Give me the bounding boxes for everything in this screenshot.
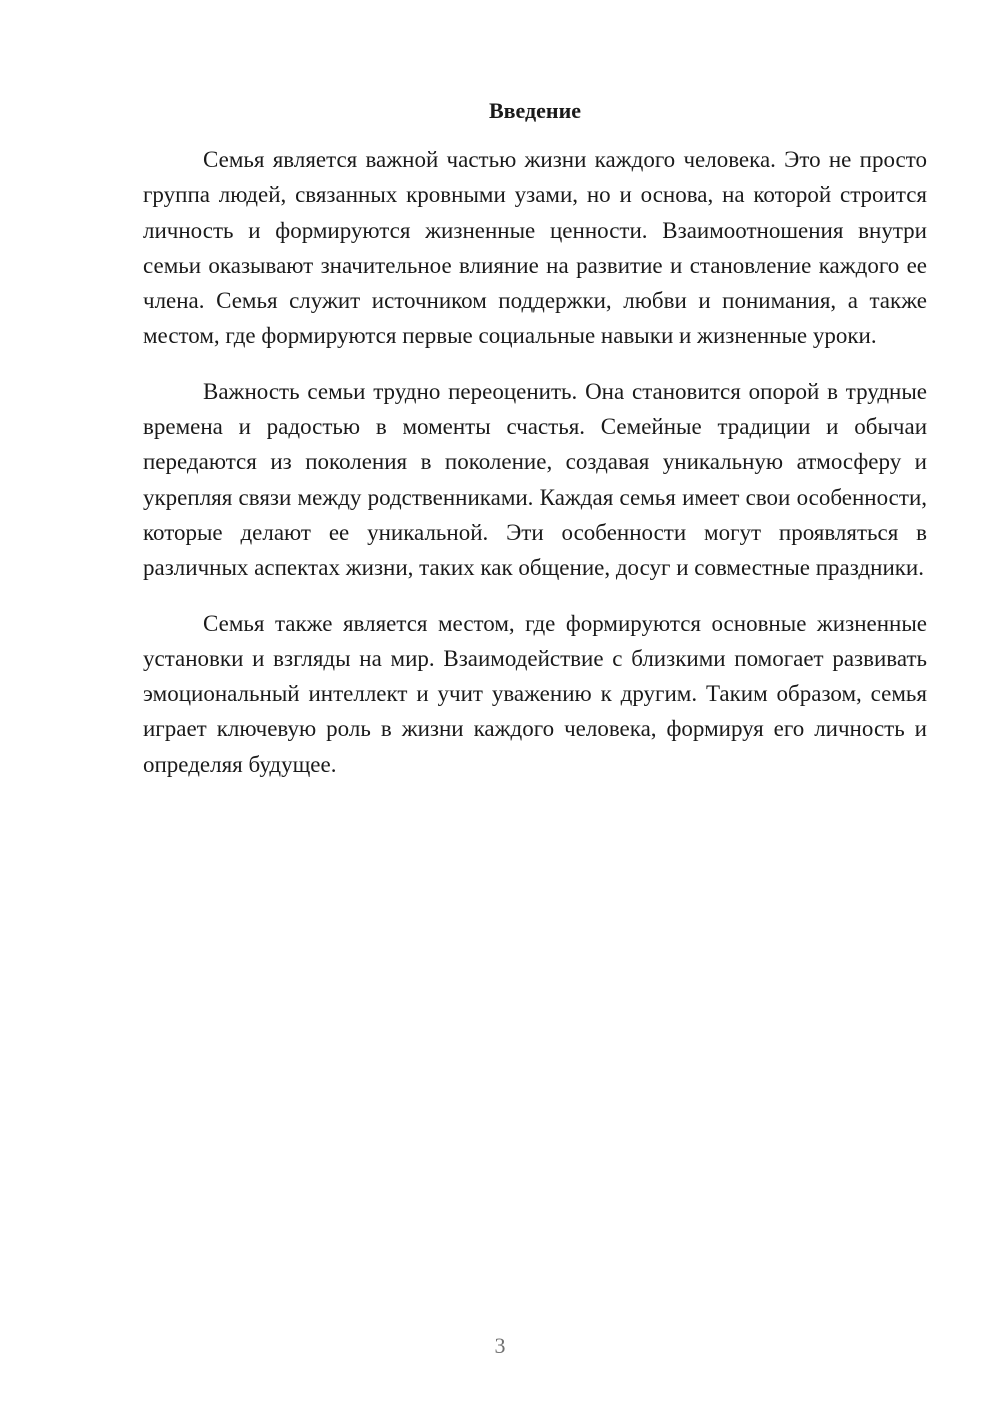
paragraph-2: Важность семьи трудно переоценить. Она становится опорой в трудные времена и радостью в моменты счастья. Семейные традиции и обычаи передаются из поколения в поколение, создавая уникальную атмосферу и укрепляя связи между родственниками. Каждая семья имеет свои особенности, которые делают ее уникальной. Эти особенности могут проявляться в различных аспектах жизни, таких как общение, досуг и совместные праздники. [143, 378, 927, 581]
paragraph-1: Семья является важной частью жизни каждого человека. Это не просто группа людей, связанных кровными узами, но и основа, на которой строится личность и формируются жизненные ценности. Взаимоотношения внутри семьи оказывают значительное влияние на развитие и становление каждого ее члена. Семья служит источником поддержки, любви и понимания, а также местом, где формируются первые социальные навыки и жизненные уроки. [143, 147, 927, 349]
page-number: 3 [494, 1333, 506, 1358]
section-heading: Введение [488, 98, 582, 123]
paragraph-3: Семья также является местом, где формируются основные жизненные установки и взгляды на мир. Взаимодействие с близкими помогает развивать эмоциональный интеллект и учит уважению к другим. Таким образом, семья играет ключевую роль в жизни каждого человека, формируя его личность и определяя будущее. [143, 610, 927, 777]
body-text [143, 142, 927, 802]
